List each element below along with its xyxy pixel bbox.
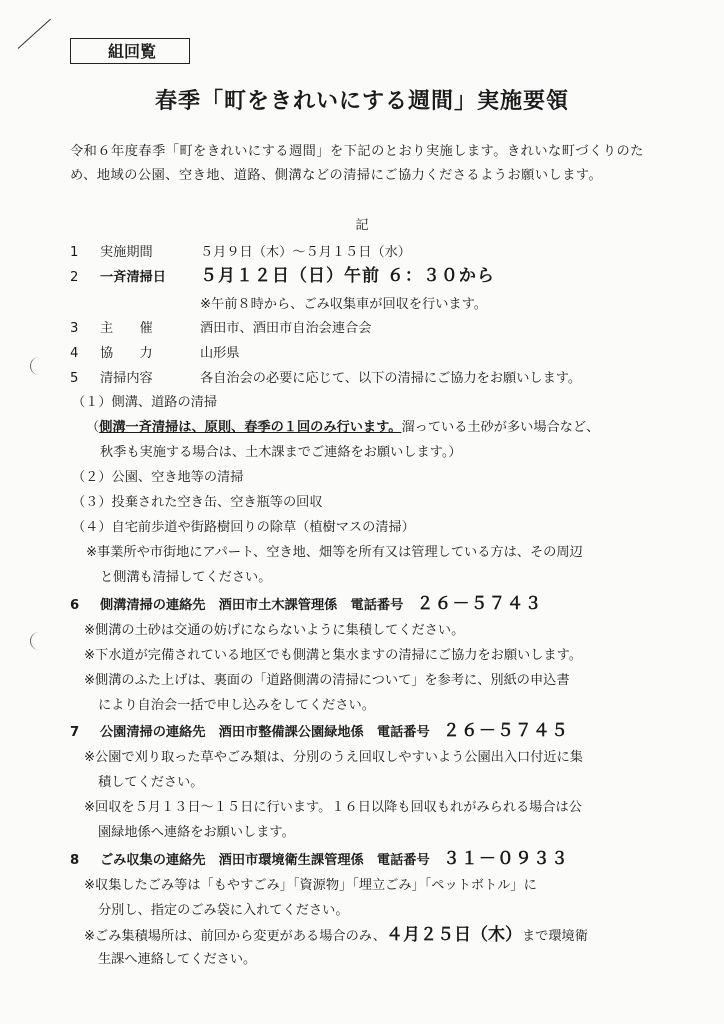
content-sub2: （２）公園、空き地等の清掃 <box>72 470 244 485</box>
punch-hole-mark <box>30 357 41 375</box>
item-ditch-contact: 6 側溝清掃の連絡先 酒田市土木課管理係 電話番号 ２６－５７４３ <box>70 594 543 614</box>
content-sub4: （４）自宅前歩道や街路樹回りの除草（植樹マスの清掃） <box>72 520 415 535</box>
pen-stroke-mark <box>18 19 51 49</box>
garbage-phone: ３１－０９３３ <box>442 849 569 869</box>
park-note1-line1: ※公園で刈り取った草やごみ類は、分別のうえ回収しやすいよう公園出入口付近に集 <box>84 750 583 765</box>
park-note2-line1: ※回収を５月１３日～１５日に行います。１６日以降も回収もれがみられる場合は公 <box>84 800 582 815</box>
content-sub1-note: （側溝一斉清掃は、原則、春季の１回のみ行います。溜っている土砂が多い場合など、 <box>86 420 600 435</box>
intro-paragraph: 令和６年度春季「町をきれいにする週間」を下記のとおり実施します。きれいな町づくりのため、地域の公園、空き地、道路、側溝などの清掃にご協力くださるようお願いします。 <box>70 144 644 183</box>
item-cooperation: 4 協 力 山形県 <box>70 346 240 361</box>
garbage-note2-line2: 生課へ連絡してください。 <box>98 952 257 967</box>
content-note-line1: ※事業所や市街地にアパート、空き地、畑等を所有又は管理している方は、その周辺 <box>86 545 583 560</box>
park-note2-line2: 園緑地係へ連絡をお願いします。 <box>98 825 295 840</box>
garbage-deadline: ４月２５日（木） <box>385 925 522 945</box>
ditch-phone: ２６－５７４３ <box>416 594 543 614</box>
content-sub3: （３）投棄された空き缶、空き瓶等の回収 <box>72 495 323 510</box>
content-sub1-note-line2: 秋季も実施する場合は、土木課までご連絡をお願いします。） <box>100 445 462 460</box>
item-cleanup-day: 2 一斉清掃日 ５月１２日（日）午前 ６：３０から <box>70 266 495 286</box>
item-organizer: 3 主 催 酒田市、酒田市自治会連合会 <box>70 321 372 336</box>
page-title: 春季「町をきれいにする週間」実施要領 <box>154 89 569 114</box>
circulation-stamp: 組回覧 <box>70 38 190 64</box>
garbage-note1-line1: ※収集したごみ等は「もやすごみ」「資源物」「埋立ごみ」「ペットボトル」に <box>84 878 537 893</box>
content-sub1: （１）側溝、道路の清掃 <box>72 395 218 410</box>
content-note-line2: と側溝も清掃してください。 <box>100 570 272 585</box>
punch-hole-mark <box>30 632 41 650</box>
ditch-note3-line1: ※側溝のふた上げは、裏面の「道路側溝の清掃について」を参考に、別紙の申込書 <box>84 673 570 688</box>
item-content: 5 清掃内容 各自治会の必要に応じて、以下の清掃にご協力をお願いします。 <box>70 371 582 386</box>
park-note1-line2: 積してください。 <box>98 775 204 790</box>
item-garbage-contact: 8 ごみ収集の連絡先 酒田市環境衛生課管理係 電話番号 ３１－０９３３ <box>70 849 569 869</box>
ditch-note2: ※下水道が完備されている地区でも側溝と集水ますの清掃にご協力をお願いします。 <box>84 648 582 663</box>
ditch-note1: ※側溝の土砂は交通の妨げにならないように集積してください。 <box>84 623 465 638</box>
park-phone: ２６－５７４５ <box>442 721 569 741</box>
cleanup-note: ※午前８時から、ごみ収集車が回収を行います。 <box>200 297 487 312</box>
item-period: 1 実施期間 ５月９日（木）～５月１５日（水） <box>70 245 411 260</box>
garbage-note2-line1: ※ごみ集積場所は、前回から変更がある場合のみ、４月２５日（木）まで環境衛 <box>84 925 588 945</box>
item-park-contact: 7 公園清掃の連絡先 酒田市整備課公園緑地係 電話番号 ２６－５７４５ <box>70 721 569 741</box>
ki-heading: 記 <box>355 218 369 233</box>
garbage-note1-line2: 分別し、指定のごみ袋に入れてください。 <box>98 903 349 918</box>
ditch-note3-line2: により自治会一括で申し込みをしてください。 <box>98 698 375 713</box>
